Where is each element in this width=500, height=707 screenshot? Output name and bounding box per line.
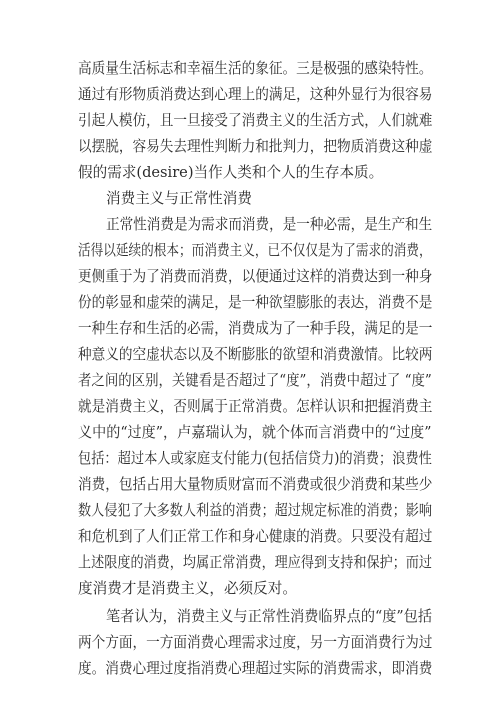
text-line: 种意义的空虚状态以及不断膨胀的欲望和消费激情。比较两 [78, 346, 433, 363]
section-heading: 消费主义与正常性消费 [106, 190, 252, 207]
text-line: 以摆脱，容易失去理性判断力和批判力，把物质消费这种虚 [78, 138, 433, 155]
text-line: 度消费才是消费主义，必须反对。 [78, 580, 297, 597]
text-line: 份的彰显和虚荣的满足，是一种欲望膨胀的表达，消费不是 [78, 294, 433, 311]
text-line: 包括：超过本人或家庭支付能力(包括信贷力)的消费；浪费性 [78, 450, 432, 467]
text-line: 数人侵犯了大多数人利益的消费；超过规定标准的消费；影响 [78, 502, 433, 519]
text-line: 更侧重于为了消费而消费，以便通过这样的消费达到一种身 [78, 268, 433, 285]
text-line: 引起人模仿，且一旦接受了消费主义的生活方式，人们就难 [78, 112, 433, 129]
text-line: 正常性消费是为需求而消费，是一种必需，是生产和生 [106, 216, 433, 233]
text-line: 度。消费心理过度指消费心理超过实际的消费需求，即消费 [78, 660, 433, 677]
text-line: 上述限度的消费，均属正常消费，理应得到支持和保护；而过 [78, 554, 433, 571]
text-line: 活得以延续的根本；而消费主义，已不仅仅是为了需求的消费， [78, 242, 432, 259]
text-line: 和危机到了人们正常工作和身心健康的消费。只要没有超过 [78, 528, 433, 545]
text-line: 通过有形物质消费达到心理上的满足，这种外显行为很容易 [78, 86, 433, 103]
text-line: 一种生存和生活的必需，消费成为了一种手段，满足的是一 [78, 320, 433, 337]
text-line: 高质量生活标志和幸福生活的象征。三是极强的感染特性。 [78, 60, 433, 77]
text-line: 义中的“过度”，卢嘉瑞认为，就个体而言消费中的“过度” [78, 424, 432, 441]
text-line: 就是消费主义，否则属于正常消费。怎样认识和把握消费主 [78, 398, 433, 415]
text-line: 两个方面，一方面消费心理需求过度，另一方面消费行为过 [78, 634, 433, 651]
text-line: 笔者认为，消费主义与正常性消费临界点的“度”包括 [106, 608, 432, 625]
text-line: 者之间的区别，关键看是否超过了“度”，消费中超过了 “度” [78, 372, 432, 389]
text-line: 消费，包括占用大量物质财富而不消费或很少消费和某些少 [78, 476, 433, 493]
text-line: 假的需求(desire)当作人类和个人的生存本质。 [78, 164, 384, 181]
